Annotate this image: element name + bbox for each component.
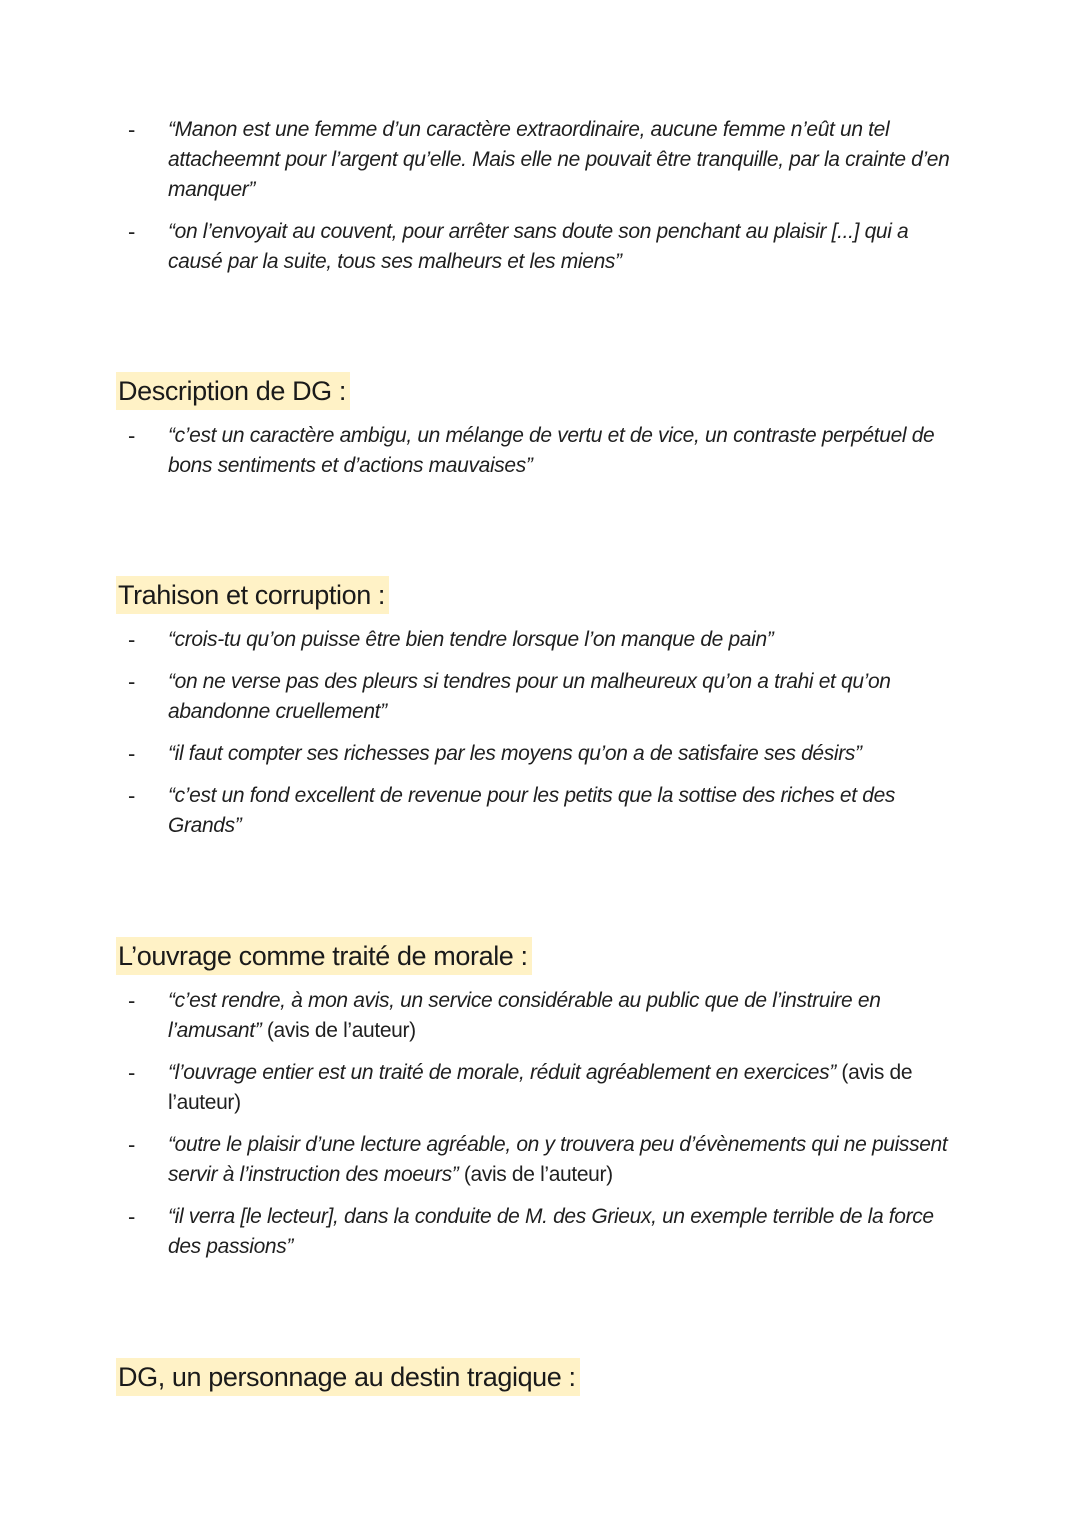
bullet-dash: - — [128, 1204, 136, 1229]
quote-text: “c’est un caractère ambigu, un mélange de vertu et de vice, un contraste perpétuel de bons sentiments et d’actions mauvaises” — [168, 424, 935, 477]
section-heading-destin-tragique: DG, un personnage au destin tragique : — [116, 1358, 580, 1396]
list-item — [0, 625, 1080, 655]
bullet-dash: - — [128, 219, 136, 244]
bullet-text — [168, 667, 968, 727]
section-description-dg-list — [0, 421, 1080, 493]
bullet-text — [168, 781, 968, 841]
bullet-text — [168, 421, 968, 481]
quote-text: “on ne verse pas des pleurs si tendres pour un malheureux qu’on a trahi et qu’on abandonne cruellement” — [168, 670, 891, 723]
section-traite-morale-list — [0, 986, 1080, 1274]
bullet-dash: - — [128, 1132, 136, 1157]
bullet-text — [168, 1130, 968, 1190]
bullet-dash: - — [128, 117, 136, 142]
list-item — [0, 1202, 1080, 1262]
intro-quote-list — [0, 115, 1080, 289]
bullet-text — [168, 739, 968, 769]
bullet-dash: - — [128, 988, 136, 1013]
quote-text: “il faut compter ses richesses par les moyens qu’on a de satisfaire ses désirs” — [168, 742, 862, 765]
bullet-text — [168, 625, 968, 655]
section-heading-traite-morale: L’ouvrage comme traité de morale : — [116, 937, 532, 975]
bullet-text — [168, 217, 968, 277]
source-note: (avis de l’auteur) — [168, 1061, 913, 1114]
bullet-text — [168, 115, 968, 205]
bullet-dash: - — [128, 1060, 136, 1085]
list-item — [0, 667, 1080, 727]
section-trahison-list — [0, 625, 1080, 853]
list-item — [0, 1130, 1080, 1190]
list-item — [0, 421, 1080, 481]
list-item — [0, 217, 1080, 277]
list-item — [0, 115, 1080, 205]
bullet-dash: - — [128, 741, 136, 766]
bullet-text — [168, 1202, 968, 1262]
quote-text: “l’ouvrage entier est un traité de morale, réduit agréablement en exercices” — [168, 1061, 836, 1084]
list-item — [0, 1058, 1080, 1118]
bullet-dash: - — [128, 627, 136, 652]
bullet-text — [168, 986, 968, 1046]
quote-text: “on l’envoyait au couvent, pour arrêter sans doute son penchant au plaisir [...] qui a causé par la suite, tous ses malheurs et les miens” — [168, 220, 909, 273]
list-item — [0, 781, 1080, 841]
source-note: (avis de l’auteur) — [261, 1019, 416, 1042]
list-item — [0, 986, 1080, 1046]
quote-text: “c’est un fond excellent de revenue pour les petits que la sottise des riches et des Grands” — [168, 784, 896, 837]
bullet-dash: - — [128, 423, 136, 448]
quote-text: “c’est rendre, à mon avis, un service considérable au public que de l’instruire en l’amusant” — [168, 989, 881, 1042]
bullet-dash: - — [128, 783, 136, 808]
section-heading-description-dg: Description de DG : — [116, 372, 350, 410]
bullet-text — [168, 1058, 968, 1118]
section-heading-trahison: Trahison et corruption : — [116, 576, 389, 614]
list-item — [0, 739, 1080, 769]
quote-text: “Manon est une femme d’un caractère extraordinaire, aucune femme n’eût un tel attacheemnt pour l’argent qu’elle. Mais elle ne pouvait être tranquille, par la crainte d’en manquer” — [168, 118, 950, 201]
quote-text: “il verra [le lecteur], dans la conduite de M. des Grieux, un exemple terrible de la force des passions” — [168, 1205, 934, 1258]
quote-text: “outre le plaisir d’une lecture agréable, on y trouvera peu d’évènements qui ne puissent servir à l’instruction des moeurs” — [168, 1133, 948, 1186]
source-note: (avis de l’auteur) — [458, 1163, 613, 1186]
quote-text: “crois-tu qu’on puisse être bien tendre lorsque l’on manque de pain” — [168, 628, 774, 651]
bullet-dash: - — [128, 669, 136, 694]
